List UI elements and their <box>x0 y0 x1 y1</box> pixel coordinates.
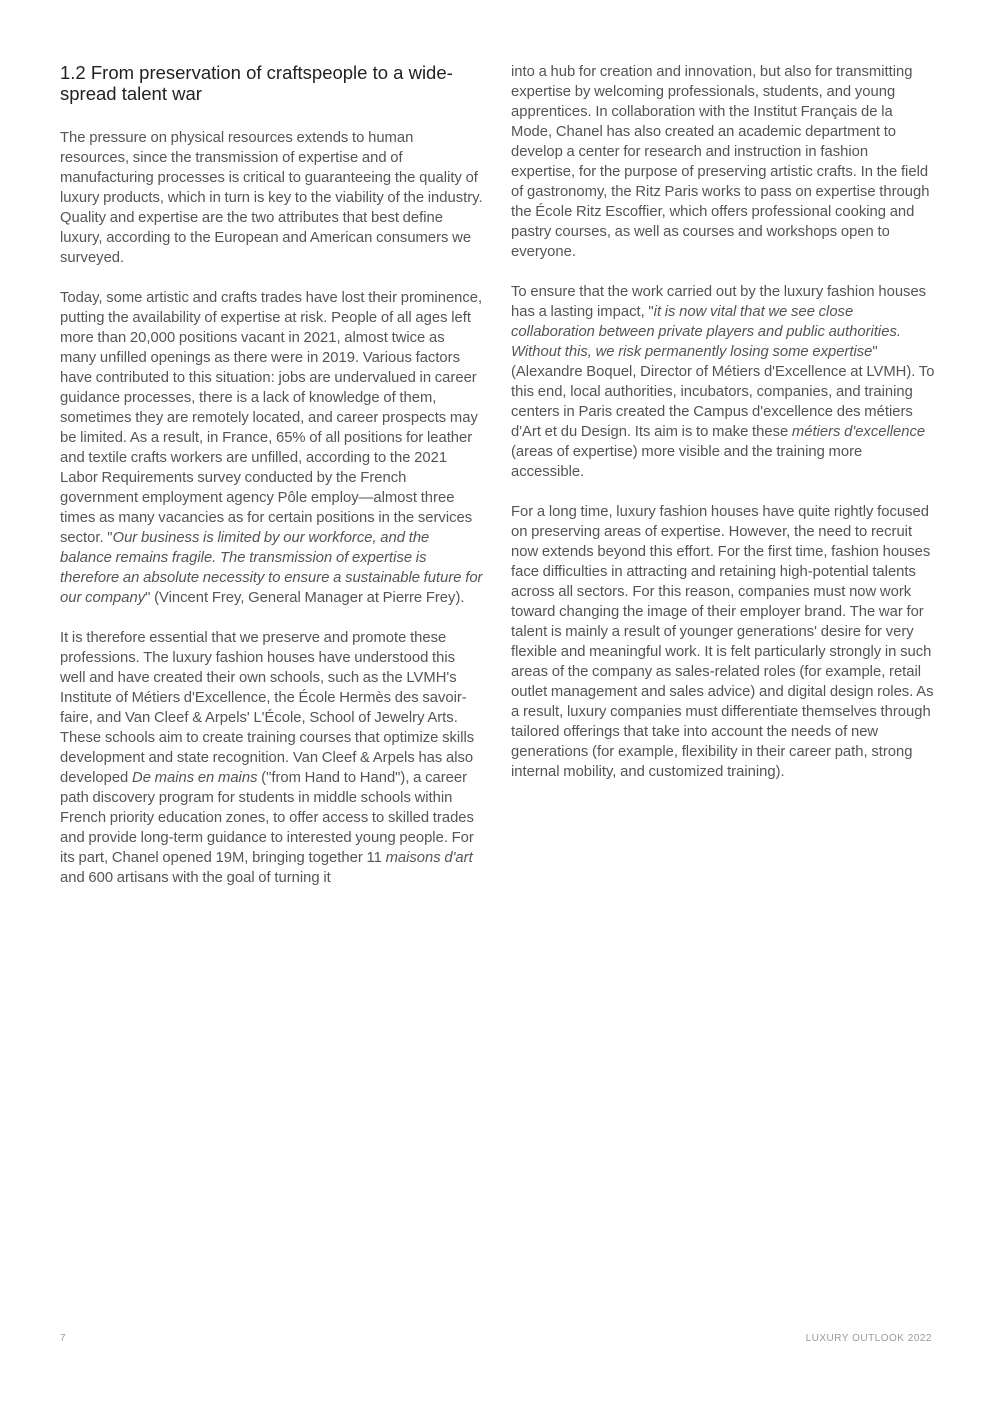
paragraph <box>511 62 935 262</box>
right-column <box>511 62 935 802</box>
paragraph <box>60 128 483 268</box>
paragraph-text: ("from Hand to Hand"), a career path discovery program for students in middle schools within French priority education zones, to offer access to skilled trades and provide long-term guidance to interested young people. For its part, Chanel opened 19M, bringing together 11 <box>60 770 474 866</box>
paragraph-text: (areas of expertise) more visible and the training more accessible. <box>511 444 863 480</box>
italic-term: maisons d'art <box>385 850 473 866</box>
italic-term: De mains en mains <box>132 770 258 786</box>
left-column <box>60 62 483 908</box>
paragraph-text: The pressure on physical resources extends to human resources, since the transmission of expertise and of manufacturing processes is critical to guaranteeing the quality of luxury products, which in turn is key to the viability of the industry. Quality and expertise are the two attributes that best define luxury, according to the European and American consumers we surveyed. <box>60 130 483 266</box>
paragraph-text: " (Alexandre Boquel, Director of Métiers d'Excellence at LVMH). To this end, local authorities, incubators, companies, and training centers in Paris created the Campus d'excellence des métiers d'Art et du Design. Its aim is to make these <box>511 344 935 440</box>
quote-text: it is now vital that we see close collaboration between private players and public authorities. Without this, we risk permanently losing some expertise <box>511 304 901 360</box>
paragraph-text: Today, some artistic and crafts trades have lost their prominence, putting the availability of expertise at risk. People of all ages left more than 20,000 positions vacant in 2021, almost twice as many unfilled openings as there were in 2019. Various factors have contributed to this situation: jobs are undervalued in career guidance processes, there is a lack of knowledge of them, sometimes they are remotely located, and career prospects may be limited. As a result, in France, 65% of all positions for leather and textile crafts workers are unfilled, according to the 2021 Labor Requirements survey conducted by the French government employment agency Pôle employ—almost three times as many vacancies as for certain positions in the services sector. " <box>60 290 483 546</box>
paragraph <box>60 288 483 608</box>
quote-text: Our business is limited by our workforce, and the balance remains fragile. The transmission of expertise is therefore an absolute necessity to ensure a sustainable future for our company <box>60 530 483 606</box>
paragraph-text: It is therefore essential that we preserve and promote these professions. The luxury fashion houses have understood this well and have created their own schools, such as the LVMH's Institute of Métiers d'Excellence, the École Hermès des savoir-faire, and Van Cleef & Arpels' L'École, School of Jewelry Arts. These schools aim to create training courses that optimize skills development and state recognition. Van Cleef & Arpels has also developed <box>60 630 475 786</box>
section-heading: 1.2 From preservation of craftspeople to a wide-spread talent war <box>60 62 453 104</box>
paragraph-text: " (Vincent Frey, General Manager at Pierre Frey). <box>145 590 465 606</box>
paragraph <box>60 628 483 888</box>
paragraph-text: To ensure that the work carried out by the luxury fashion houses has a lasting impact, " <box>511 284 927 320</box>
paragraph <box>511 502 935 782</box>
paragraph-text: into a hub for creation and innovation, but also for transmitting expertise by welcoming professionals, students, and young apprentices. In collaboration with the Institut Français de la Mode, Chanel has also created an academic department to develop a center for research and instruction in fashion expertise, for the purpose of preserving artistic crafts. In the field of gastronomy, the Ritz Paris works to pass on expertise through the École Ritz Escoffier, which offers professional cooking and pastry courses, as well as courses and workshops open to everyone. <box>511 64 930 260</box>
paragraph-text: For a long time, luxury fashion houses have quite rightly focused on preserving areas of expertise. However, the need to recruit now extends beyond this effort. For the first time, fashion houses face difficulties in attracting and retaining high-potential talents across all sectors. For this reason, companies must now work toward changing the image of their employer brand. The war for talent is mainly a result of younger generations' desire for very flexible and meaningful work. It is felt particularly strongly in such areas of the company as sales-related roles (for example, retail outlet management and sales advice) and digital design roles. As a result, luxury companies must differentiate themselves through tailored offerings that take into account the needs of new generations (for example, flexibility in their career path, strong internal mobility, and customized training). <box>511 504 934 780</box>
paragraph-text: and 600 artisans with the goal of turning it <box>60 870 331 886</box>
italic-term: métiers d'excellence <box>791 424 926 440</box>
paragraph <box>511 282 935 482</box>
publication-title: LUXURY OUTLOOK 2022 <box>805 1333 932 1344</box>
page-number: 7 <box>60 1333 67 1344</box>
